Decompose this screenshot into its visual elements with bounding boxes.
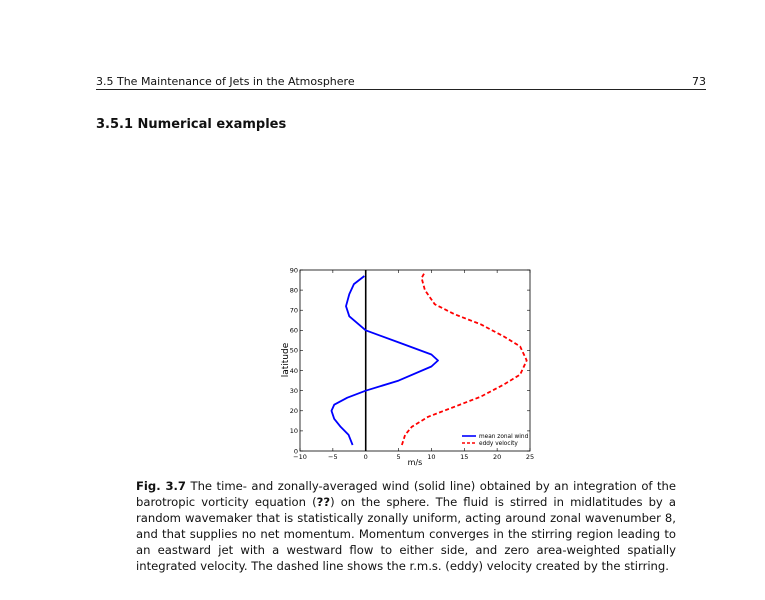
- y-tick-label: 40: [289, 366, 298, 375]
- section-title: 3.5.1 Numerical examples: [96, 117, 287, 132]
- y-tick-label: 50: [289, 346, 298, 355]
- running-head: [96, 75, 706, 89]
- figure-caption: [136, 478, 676, 574]
- page-number: 73: [692, 75, 706, 88]
- y-tick-label: 0: [293, 447, 298, 456]
- y-tick-label: 30: [289, 386, 298, 395]
- y-tick-label: 90: [289, 266, 298, 275]
- header-rule: [96, 89, 706, 90]
- caption-unresolved-ref: ??: [316, 495, 331, 509]
- x-tick-label: 15: [460, 453, 469, 461]
- jet-profile-chart: [270, 258, 550, 473]
- x-tick-label: 0: [363, 453, 368, 461]
- y-tick-label: 60: [289, 326, 298, 335]
- x-tick-label: −5: [328, 453, 338, 461]
- running-head-section: 3.5 The Maintenance of Jets in the Atmosphere: [96, 75, 355, 88]
- series-line-eddy-velocity: [402, 272, 527, 448]
- figure-3-7: [270, 258, 550, 473]
- x-tick-label: −10: [293, 453, 307, 461]
- y-tick-label: 70: [289, 306, 298, 315]
- figure-label: Fig. 3.7: [136, 479, 186, 493]
- caption-text-1: The time- and zonally-averaged wind (solid line) obtained by an integration of the barotropic vorticity equation (: [136, 479, 677, 509]
- y-tick-label: 20: [289, 407, 298, 416]
- legend-entry: mean zonal wind: [479, 434, 529, 441]
- plot-frame: [300, 270, 530, 451]
- x-tick-label: 20: [493, 453, 502, 461]
- y-axis-label: latitude: [281, 342, 291, 378]
- caption-text-2: ) on the sphere. The fluid is stirred in midlatitudes by a random wavemaker that is statistically zonally uniform, acting around zonal wavenumber 8, and that supplies no net momentum. Momentum converges in the stirring region leading to an eastward jet with a westward flow to either side, and zero area-weighted spatially integrated velocity. The dashed line shows the r.m.s. (eddy) velocity created by the stirring.: [136, 495, 676, 573]
- x-tick-label: 5: [396, 453, 401, 461]
- legend-entry: eddy velocity: [479, 441, 518, 448]
- y-tick-label: 80: [289, 286, 298, 295]
- y-tick-label: 10: [289, 427, 298, 436]
- x-axis-label: m/s: [407, 458, 423, 467]
- x-tick-label: 25: [525, 453, 535, 461]
- x-tick-label: 10: [427, 453, 436, 461]
